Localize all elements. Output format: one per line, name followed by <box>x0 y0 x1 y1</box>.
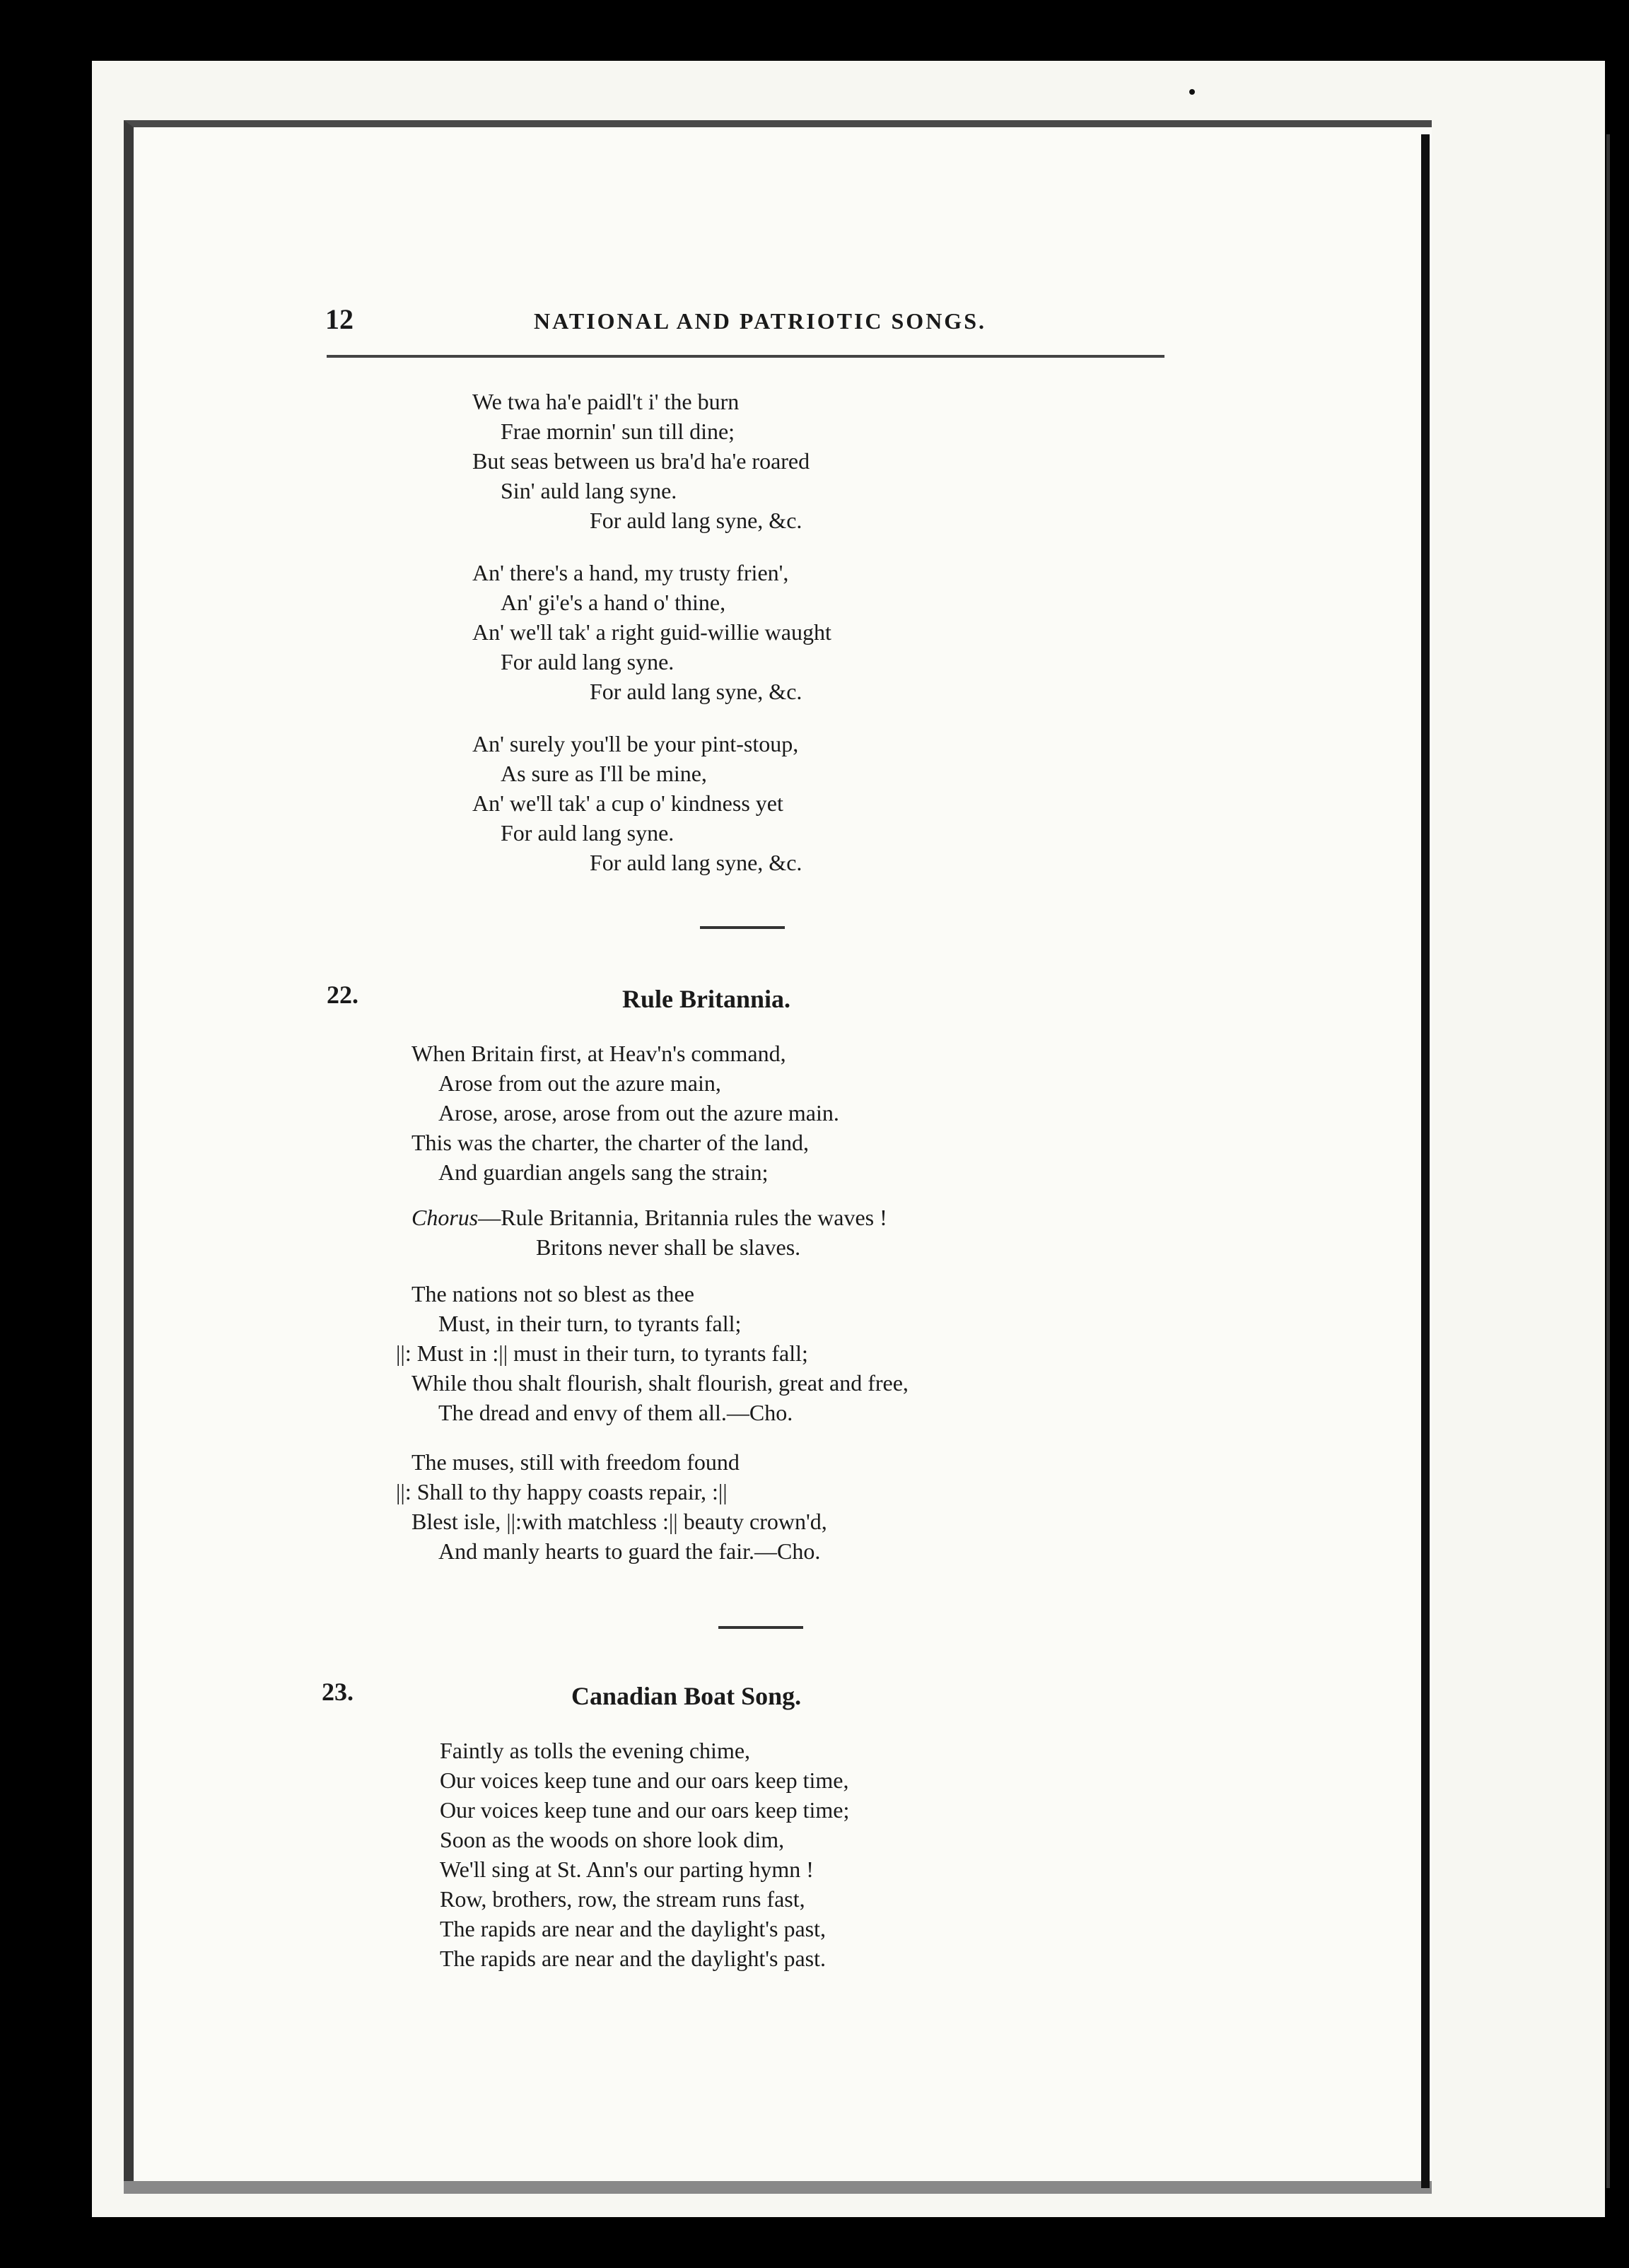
verse-line: Our voices keep tune and our oars keep time; <box>440 1797 850 1823</box>
verse-line: Blest isle, ||:with matchless :|| beauty crown'd, <box>411 1509 827 1534</box>
verse-line: But seas between us bra'd ha'e roared <box>472 448 810 474</box>
verse-line: Frae mornin' sun till dine; <box>501 419 735 444</box>
page-number: 12 <box>325 303 354 335</box>
chorus-text: —Rule Britannia, Britannia rules the waves ! <box>478 1205 887 1230</box>
song-number: 22. <box>327 981 358 1009</box>
verse-line: An' gi'e's a hand o' thine, <box>501 590 726 615</box>
verse-line: Must, in their turn, to tyrants fall; <box>438 1311 742 1336</box>
verse-line: When Britain first, at Heav'n's command, <box>411 1041 786 1066</box>
verse-line: Soon as the woods on shore look dim, <box>440 1827 785 1852</box>
right-margin-rule <box>1606 134 1610 2188</box>
page-fold-line <box>1421 134 1430 2188</box>
header-rule <box>327 355 1164 358</box>
refrain-line: For auld lang syne, &c. <box>590 679 802 704</box>
verse-line: The rapids are near and the daylight's past, <box>440 1916 827 1941</box>
verse-line: While thou shalt flourish, shalt flourish, great and free, <box>411 1370 909 1396</box>
section-separator <box>718 1626 803 1629</box>
verse-line: For auld lang syne. <box>501 820 675 846</box>
verse-line: The dread and envy of them all.—Cho. <box>438 1400 793 1425</box>
song-title: Rule Britannia. <box>622 985 791 1013</box>
ink-speck <box>1189 89 1195 95</box>
verse-line: An' surely you'll be your pint-stoup, <box>472 731 799 756</box>
verse-line: As sure as I'll be mine, <box>501 761 707 786</box>
running-head: NATIONAL AND PATRIOTIC SONGS. <box>534 308 986 334</box>
verse-line: And guardian angels sang the strain; <box>438 1159 769 1185</box>
verse-line: Row, brothers, row, the stream runs fast, <box>440 1886 805 1912</box>
verse-line: We twa ha'e paidl't i' the burn <box>472 389 740 414</box>
chorus-line <box>411 1203 887 1232</box>
verse-line: Sin' auld lang syne. <box>501 478 677 503</box>
verse-line: An' there's a hand, my trusty frien', <box>472 560 789 585</box>
verse-line: And manly hearts to guard the fair.—Cho. <box>438 1538 821 1564</box>
verse-line: We'll sing at St. Ann's our parting hymn ! <box>440 1857 814 1882</box>
song-number: 23. <box>322 1678 354 1706</box>
verse-line: ||: Must in :|| must in their turn, to tyrants fall; <box>396 1340 808 1366</box>
verse-line: For auld lang syne. <box>501 649 675 674</box>
song-title: Canadian Boat Song. <box>571 1682 802 1710</box>
verse-line: The nations not so blest as thee <box>411 1281 694 1307</box>
verse-line: An' we'll tak' a right guid-willie waught <box>472 619 831 645</box>
verse-line: The rapids are near and the daylight's past. <box>440 1946 827 1971</box>
verse-line: An' we'll tak' a cup o' kindness yet <box>472 790 783 816</box>
verse-line: This was the charter, the charter of the land, <box>411 1130 810 1155</box>
verse-line: Arose, arose, arose from out the azure main. <box>438 1100 839 1126</box>
chorus-line: Britons never shall be slaves. <box>536 1234 801 1260</box>
section-separator <box>700 926 785 929</box>
verse-line: ||: Shall to thy happy coasts repair, :|| <box>396 1479 728 1504</box>
verse-line: Arose from out the azure main, <box>438 1070 721 1096</box>
refrain-line: For auld lang syne, &c. <box>590 508 802 533</box>
refrain-line: For auld lang syne, &c. <box>590 850 802 875</box>
verse-line: The muses, still with freedom found <box>411 1449 740 1475</box>
verse-line: Our voices keep tune and our oars keep time, <box>440 1767 849 1793</box>
chorus-label: Chorus <box>411 1205 479 1230</box>
page-bottom-edge <box>124 2181 1432 2194</box>
verse-line: Faintly as tolls the evening chime, <box>440 1738 751 1763</box>
